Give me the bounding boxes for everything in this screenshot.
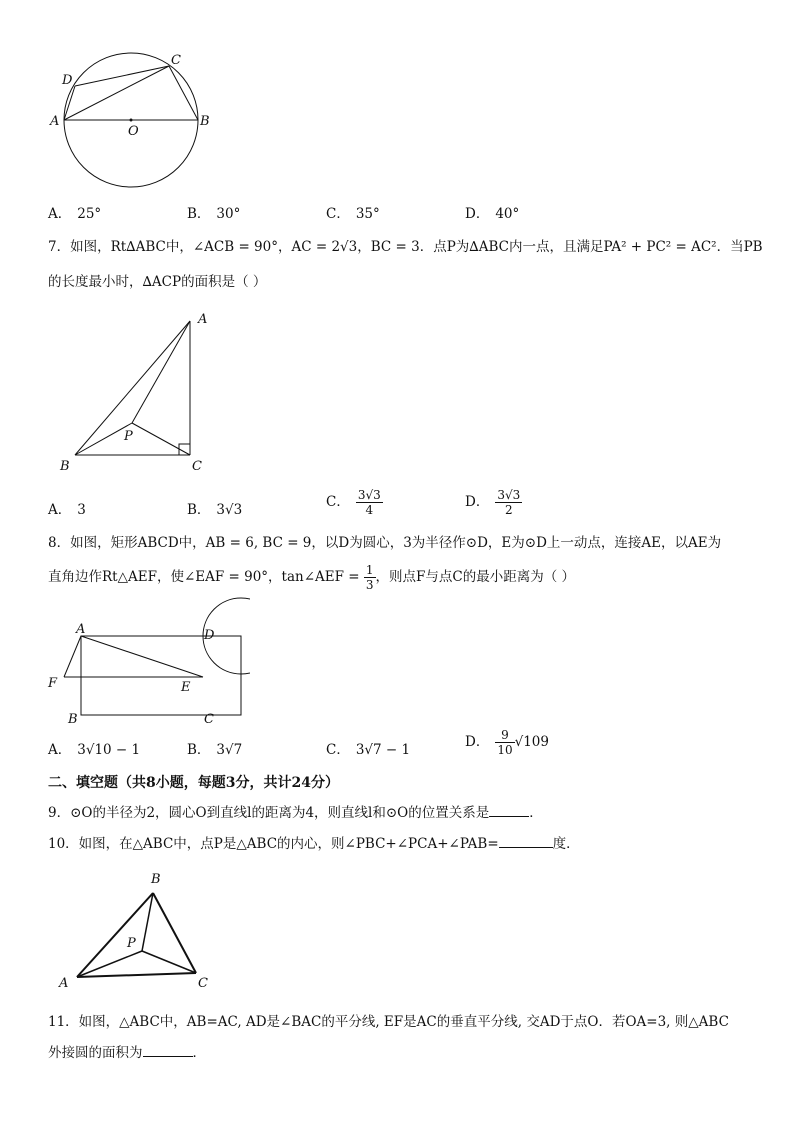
q8-label-a: A bbox=[76, 622, 86, 637]
q7-option-b: B． 3√3 bbox=[187, 502, 243, 518]
q8-figure bbox=[40, 595, 250, 730]
q10-label-b: B bbox=[151, 872, 161, 887]
q11-answer-blank[interactable] bbox=[143, 1044, 193, 1057]
q10-stem: 10．如图，在△ABC中，点P是△ABC的内心，则∠PBC+∠PCA+∠PAB= 度． bbox=[48, 836, 580, 852]
q8-stem-line2: 直角边作Rt△AEF，使∠EAF = 90°，tan∠AEF = $\frac{1}{3}$ ，则点F与点C的最小距离为（ ） bbox=[48, 563, 576, 592]
q6-segment-ac bbox=[64, 66, 169, 120]
q6-option-c: C． 35° bbox=[326, 206, 380, 222]
q10-segment-pa bbox=[77, 951, 142, 977]
q8-option-a: A． 3√10 − 1 bbox=[48, 742, 141, 758]
q6-label-o: O bbox=[128, 124, 139, 139]
q7-label-a: A bbox=[198, 312, 208, 327]
q8-rectangle-abcd bbox=[81, 636, 241, 715]
q7-stem-line1: 7．如图，Rt∆ABC中，∠ACB = 90°，AC = 2√3，BC = 3．点P为∆ABC内一点，且满足PA² + PC² = AC²．当PB bbox=[48, 239, 763, 255]
q10-label-p: P bbox=[127, 936, 136, 951]
q10-figure bbox=[50, 865, 220, 995]
q10-label-c: C bbox=[198, 976, 208, 991]
q6-segment-dc bbox=[75, 66, 169, 86]
q6-option-d: D． 40° bbox=[465, 206, 520, 222]
q7-option-a: A． 3 bbox=[48, 502, 86, 518]
q6-option-b: B． 30° bbox=[187, 206, 241, 222]
q8-stem-line1: 8．如图，矩形ABCD中，AB = 6, BC = 9，以D为圆心，3为半径作⊙D，E为⊙D上一动点，连接AE，以AE为 bbox=[48, 535, 722, 551]
q7-figure bbox=[50, 305, 220, 475]
q8-option-d: D． $\frac{9}{10}$ √109 bbox=[465, 728, 549, 757]
q10-label-a: A bbox=[59, 976, 69, 991]
q8-label-d: D bbox=[204, 628, 215, 643]
q10-segment-pb bbox=[142, 893, 153, 951]
q8-segment-af bbox=[64, 636, 81, 677]
q10-segment-ab bbox=[77, 893, 153, 977]
q11-stem-line2: 外接圆的面积为 ． bbox=[48, 1045, 206, 1061]
q6-segment-cb bbox=[169, 66, 198, 120]
q10-segment-pc bbox=[142, 951, 196, 973]
q6-label-a: A bbox=[50, 114, 60, 129]
q8-segment-ae bbox=[81, 636, 203, 677]
q8-option-b: B． 3√7 bbox=[187, 742, 243, 758]
q7-label-b: B bbox=[60, 459, 70, 474]
q8-label-c: C bbox=[204, 712, 214, 727]
q6-label-b: B bbox=[200, 114, 210, 129]
q7-label-p: P bbox=[124, 429, 133, 444]
q7-option-c: C． $\frac{3√3}{4}$ bbox=[326, 488, 381, 517]
q10-answer-blank[interactable] bbox=[499, 835, 553, 848]
q6-label-d: D bbox=[62, 73, 73, 88]
q8-option-c: C． 3√7 − 1 bbox=[326, 742, 411, 758]
q10-segment-bc bbox=[153, 893, 196, 973]
q8-label-f: F bbox=[48, 676, 58, 691]
q6-figure bbox=[40, 40, 240, 200]
q7-option-d: D． $\frac{3√3}{2}$ bbox=[465, 488, 521, 517]
q8-label-b: B bbox=[68, 712, 78, 727]
q7-segment-pc bbox=[132, 423, 190, 455]
q6-option-a: A． 25° bbox=[48, 206, 102, 222]
q6-center-dot bbox=[130, 119, 133, 122]
q7-label-c: C bbox=[192, 459, 202, 474]
q11-stem-line1: 11．如图，△ABC中，AB=AC, AD是∠BAC的平分线, EF是AC的垂直平分线, 交AD于点O．若OA=3, 则△ABC bbox=[48, 1014, 729, 1030]
q7-segment-pa bbox=[132, 321, 190, 423]
section-2-heading: 二、填空题（共8小题，每题3分，共计24分） bbox=[48, 775, 339, 791]
q6-label-c: C bbox=[171, 53, 181, 68]
q9-stem: 9．⊙O的半径为2，圆心O到直线l的距离为4，则直线l和⊙O的位置关系是 ． bbox=[48, 805, 543, 821]
q8-label-e: E bbox=[181, 680, 191, 695]
q10-segment-ac bbox=[77, 973, 196, 977]
q9-answer-blank[interactable] bbox=[489, 804, 529, 817]
q7-stem-line2: 的长度最小时，∆ACP的面积是（ ） bbox=[48, 274, 267, 290]
